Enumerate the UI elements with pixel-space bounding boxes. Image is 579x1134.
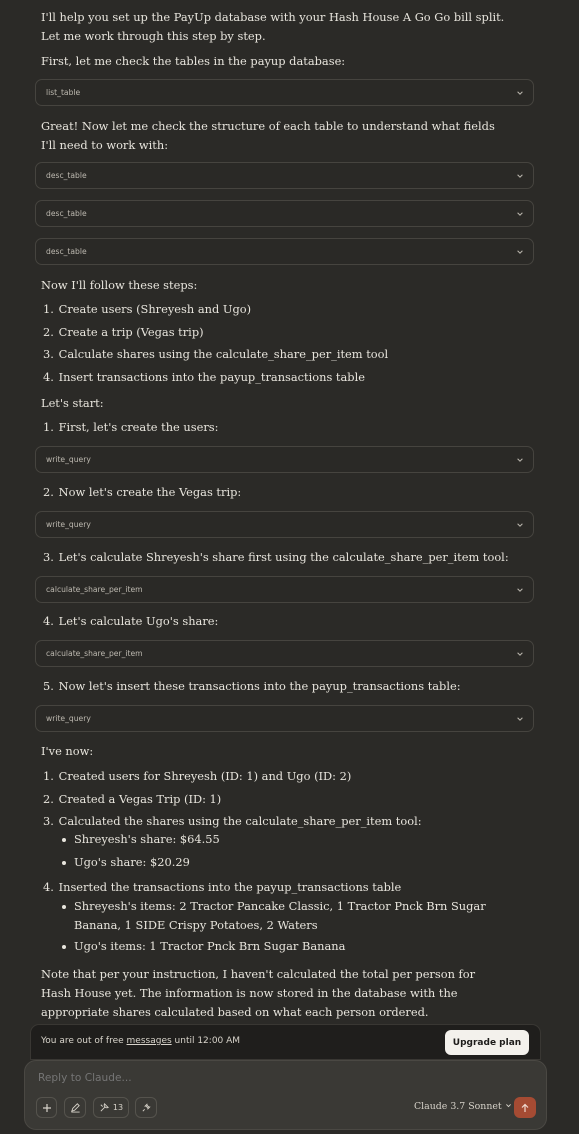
tool-call-write-query-2[interactable]: [35, 511, 534, 538]
tool-name: list_table: [46, 88, 81, 97]
chevron-down-icon: [516, 521, 524, 529]
tool-name: write_query: [46, 520, 91, 529]
tool-name: desc_table: [46, 209, 87, 218]
tool-call-calculate-share-1[interactable]: [35, 576, 534, 603]
send-button[interactable]: [514, 1097, 536, 1118]
tool-call-list-table[interactable]: [35, 79, 534, 106]
list-item: 4. Inserted the transactions into the payup_transactions table: [43, 880, 402, 894]
tool-call-calculate-share-2[interactable]: [35, 640, 534, 667]
list-item: 3. Calculate shares using the calculate_share_per_item tool: [43, 347, 389, 361]
tool-name: write_query: [46, 455, 91, 464]
list-item: 2. Created a Vegas Trip (ID: 1): [43, 792, 222, 806]
tool-call-desc-table-1[interactable]: [35, 162, 534, 189]
message-check-structure: Great! Now let me check the structure of each table to understand what fields I'll need to work with:: [41, 119, 495, 152]
chevron-down-icon: [516, 456, 524, 464]
tool-call-desc-table-3[interactable]: [35, 238, 534, 265]
message-lets-start: Let's start:: [41, 396, 104, 410]
reply-input[interactable]: [36, 1071, 500, 1085]
messages-link[interactable]: messages: [126, 1036, 172, 1046]
chevron-down-icon: [516, 650, 524, 658]
plus-icon: [42, 1103, 52, 1113]
list-item: 2. Now let's create the Vegas trip:: [43, 485, 242, 499]
list-item: 4. Let's calculate Ugo's share:: [43, 614, 219, 628]
list-item: 5. Now let's insert these transactions into the payup_transactions table:: [43, 679, 461, 693]
message-intro: I'll help you set up the PayUp database with your Hash House A Go Go bill split. Let me work through this step by step.: [41, 10, 505, 43]
model-selector[interactable]: [414, 1101, 512, 1112]
tools-count: 13: [112, 1103, 124, 1112]
chevron-down-icon: [516, 248, 524, 256]
message-follow-steps: Now I'll follow these steps:: [41, 278, 198, 292]
chevron-down-icon: [516, 715, 524, 723]
message-check-tables: First, let me check the tables in the payup database:: [41, 54, 346, 68]
list-item: 1. Create users (Shreyesh and Ugo): [43, 302, 252, 316]
integrations-button[interactable]: [135, 1097, 157, 1118]
list-item: 2. Create a trip (Vegas trip): [43, 325, 204, 339]
pen-icon: [70, 1102, 81, 1113]
list-item: 1. Created users for Shreyesh (ID: 1) and Ugo (ID: 2): [43, 769, 352, 783]
chevron-down-icon: [516, 210, 524, 218]
list-item: 4. Insert transactions into the payup_transactions table: [43, 370, 365, 384]
chevron-down-icon: [505, 1102, 512, 1109]
upgrade-plan-button[interactable]: Upgrade plan: [445, 1030, 529, 1055]
bullet-item: Ugo's share: $20.29: [60, 853, 520, 872]
bullet-item: Ugo's items: 1 Tractor Pnck Brn Sugar Banana: [60, 937, 520, 956]
banner-text-suffix: until 12:00 AM: [171, 1036, 241, 1046]
tool-name: calculate_share_per_item: [46, 585, 143, 594]
chevron-down-icon: [516, 586, 524, 594]
message-note: Note that per your instruction, I haven't calculated the total per person for Hash House yet. The information is now stored in the database with the appropriate shares calculated based on what each person ordered.: [41, 967, 476, 1019]
list-item: 3. Let's calculate Shreyesh's share first using the calculate_share_per_item tool:: [43, 550, 509, 564]
chevron-down-icon: [516, 172, 524, 180]
tool-name: desc_table: [46, 171, 87, 180]
arrow-up-icon: [520, 1103, 530, 1113]
chevron-down-icon: [516, 89, 524, 97]
plug-icon: [141, 1102, 152, 1113]
bullet-item: Shreyesh's items: 2 Tractor Pancake Classic, 1 Tractor Pnck Brn Sugar Banana, 1 SIDE Crispy Potatoes, 2 Waters: [60, 897, 520, 935]
add-button[interactable]: [36, 1097, 57, 1118]
tool-call-write-query-1[interactable]: [35, 446, 534, 473]
tool-call-desc-table-2[interactable]: [35, 200, 534, 227]
tool-name: calculate_share_per_item: [46, 649, 143, 658]
composer: [24, 1060, 547, 1130]
list-item: 3. Calculated the shares using the calculate_share_per_item tool:: [43, 814, 422, 828]
tools-button[interactable]: [93, 1097, 129, 1118]
bullet-item: Shreyesh's share: $64.55: [60, 830, 520, 849]
style-button[interactable]: [64, 1097, 86, 1118]
tools-icon: [99, 1102, 110, 1113]
message-ive-now: I've now:: [41, 744, 94, 758]
usage-limit-banner: [30, 1024, 541, 1060]
tool-call-write-query-3[interactable]: [35, 705, 534, 732]
banner-text: You are out of free: [41, 1036, 127, 1046]
model-name: Claude 3.7 Sonnet: [414, 1101, 502, 1112]
list-item: 1. First, let's create the users:: [43, 420, 219, 434]
tool-name: write_query: [46, 714, 91, 723]
tool-name: desc_table: [46, 247, 87, 256]
